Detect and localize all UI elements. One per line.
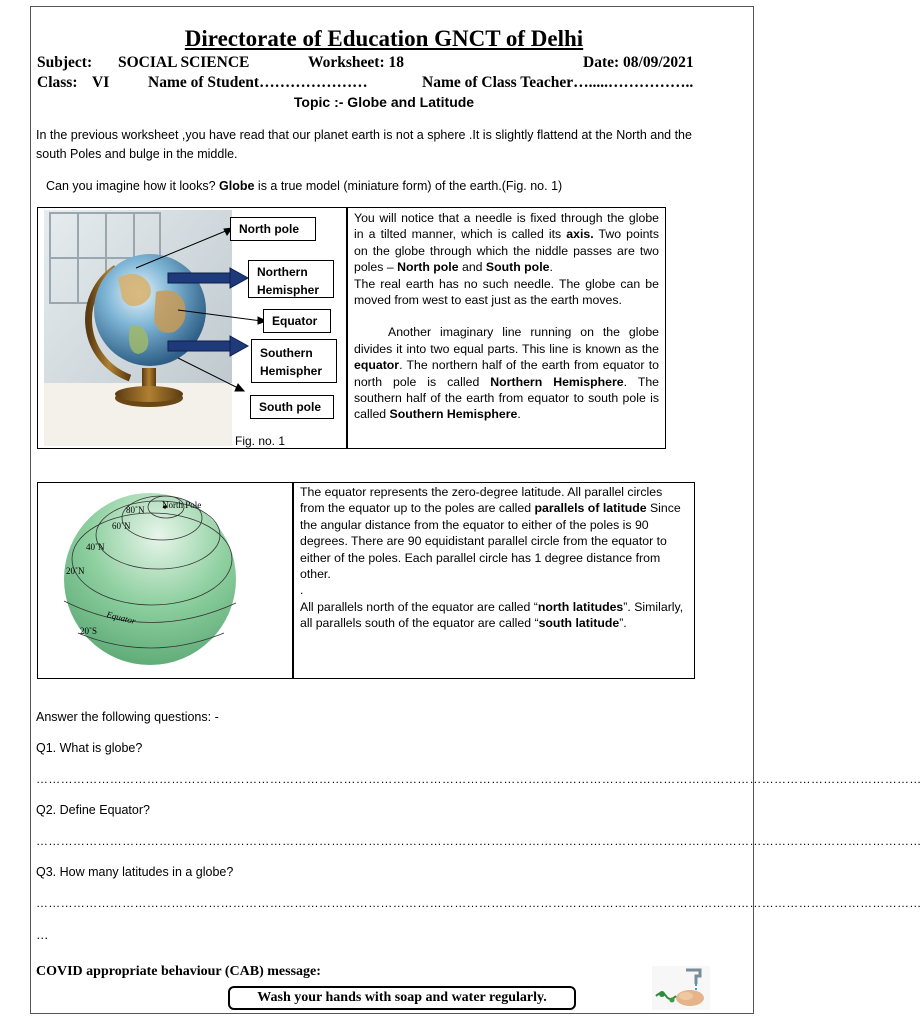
page-title: Directorate of Education GNCT of Delhi: [184, 26, 584, 51]
equator-diagram-label: Equator: [105, 609, 137, 627]
topic-heading: Topic :- Globe and Latitude: [293, 94, 475, 110]
lat-20n-label: 20˚N: [66, 566, 85, 576]
figure-2-panel: [37, 482, 293, 679]
worksheet-number: Worksheet: 18: [308, 54, 405, 71]
intro-paragraph-1: [36, 126, 692, 164]
intro-text-cont: is a true model (miniature form) of the earth.(Fig. no. 1): [254, 179, 563, 193]
class-value: VI: [92, 74, 110, 91]
worksheet-date: Date: 08/09/2021: [583, 54, 694, 71]
separator-dot: .: [300, 583, 304, 598]
intro-paragraph-2: [46, 177, 562, 196]
intro-text: Can you imagine how it looks?: [46, 179, 220, 193]
equator-term: equator: [354, 358, 400, 373]
figure-1-caption: Fig. no. 1: [235, 434, 286, 448]
subject-label: Subject:: [37, 54, 93, 71]
axis-paragraph: You will notice that a needle is fixed through the globe in a tilted manner, which is called its axis. Two points on the globe through which the niddle passes are two poles – North pole and South pole.: [354, 211, 659, 275]
student-name-field: Name of Student…………………: [148, 74, 368, 91]
south-latitude-term: south latitude: [538, 616, 620, 631]
intro-line-1: In the previous worksheet ,you have read that our planet earth is not a sphere .It is slightly flattend at the North and the: [36, 128, 692, 142]
question-2: Q2. Define Equator?: [36, 803, 150, 817]
latitude-paragraph: The equator represents the zero-degree latitude. All parallel circles from the equator up to the poles are called parallels of latitude Since the angular distance from the equator to either of the poles is 90 degrees. There are 90 equidistant parallel circle from the equator to either of the poles. Each parallel circle has 1 degree distance from other.: [300, 485, 681, 582]
north-latitudes-term: north latitudes: [537, 599, 624, 614]
latitude-globe-diagram: [38, 483, 294, 680]
handwash-icon: [652, 966, 710, 1010]
parallels-term: parallels of latitude: [534, 501, 647, 516]
south-pole-term: South pole: [485, 260, 550, 275]
lat-20s-label: 20˚S: [80, 626, 98, 636]
southern-hemisphere-term: Southern Hemisphere: [389, 407, 518, 422]
northern-hemisphere-term: Northern Hemisphere: [490, 374, 624, 389]
questions-intro: Answer the following questions: -: [36, 710, 219, 724]
equator-label: Equator: [263, 309, 331, 333]
lat-40n-label: 40˚N: [86, 542, 105, 552]
intro-line-2: south Poles and bulge in the middle.: [36, 147, 238, 161]
equator-paragraph: Another imaginary line running on the globe divides it into two equal parts. This line is known as the equator. The northern half of the earth from equator to north pole is called Northern Hemisphere. The southern half of the earth from equator to south pole is called Southern Hemisphere.: [354, 325, 660, 422]
answer-line-2[interactable]: ………………………………………………………………………………………………………………………………………………………………………………………………: [36, 834, 922, 848]
lat-60n-label: 60˚N: [112, 521, 131, 531]
globe-term: Globe: [219, 179, 255, 193]
trailing-ellipsis: …: [36, 928, 49, 942]
class-teacher-field: Name of Class Teacher….....……………..: [422, 74, 694, 91]
north-pole-term: North pole: [397, 260, 459, 275]
axis-term: axis.: [566, 227, 594, 242]
subject-value: SOCIAL SCIENCE: [118, 54, 250, 71]
south-pole-label: South pole: [250, 395, 334, 419]
northern-hemisphere-label: Northern Hemispher: [248, 260, 334, 298]
class-label: Class:: [37, 74, 78, 91]
needle-paragraph: The real earth has no such needle. The globe can be moved from west to east just as the earth moves.: [354, 276, 659, 308]
question-3: Q3. How many latitudes in a globe?: [36, 865, 234, 879]
figure-1-panel: [37, 207, 347, 449]
north-pole-diagram-label: North Pole: [162, 500, 202, 510]
cab-heading: COVID appropriate behaviour (CAB) message:: [36, 964, 321, 979]
figure-2-text-panel: [293, 482, 695, 679]
question-1: Q1. What is globe?: [36, 741, 143, 755]
north-south-paragraph: All parallels north of the equator are called “north latitudes”. Similarly, all parallels south of the equator are called “south latitude”.: [300, 599, 684, 631]
lat-80n-label: 80˚N: [126, 505, 145, 515]
figure-1-text-panel: [347, 207, 666, 449]
answer-line-1[interactable]: ………………………………………………………………………………………………………………………………………………………………………………………………: [36, 772, 922, 786]
cab-message: Wash your hands with soap and water regularly.: [228, 986, 576, 1010]
north-pole-label: North pole: [230, 217, 316, 241]
answer-line-3[interactable]: ………………………………………………………………………………………………………………………………………………………………………………………………: [36, 896, 922, 910]
southern-hemisphere-label: Southern Hemispher: [251, 339, 337, 383]
